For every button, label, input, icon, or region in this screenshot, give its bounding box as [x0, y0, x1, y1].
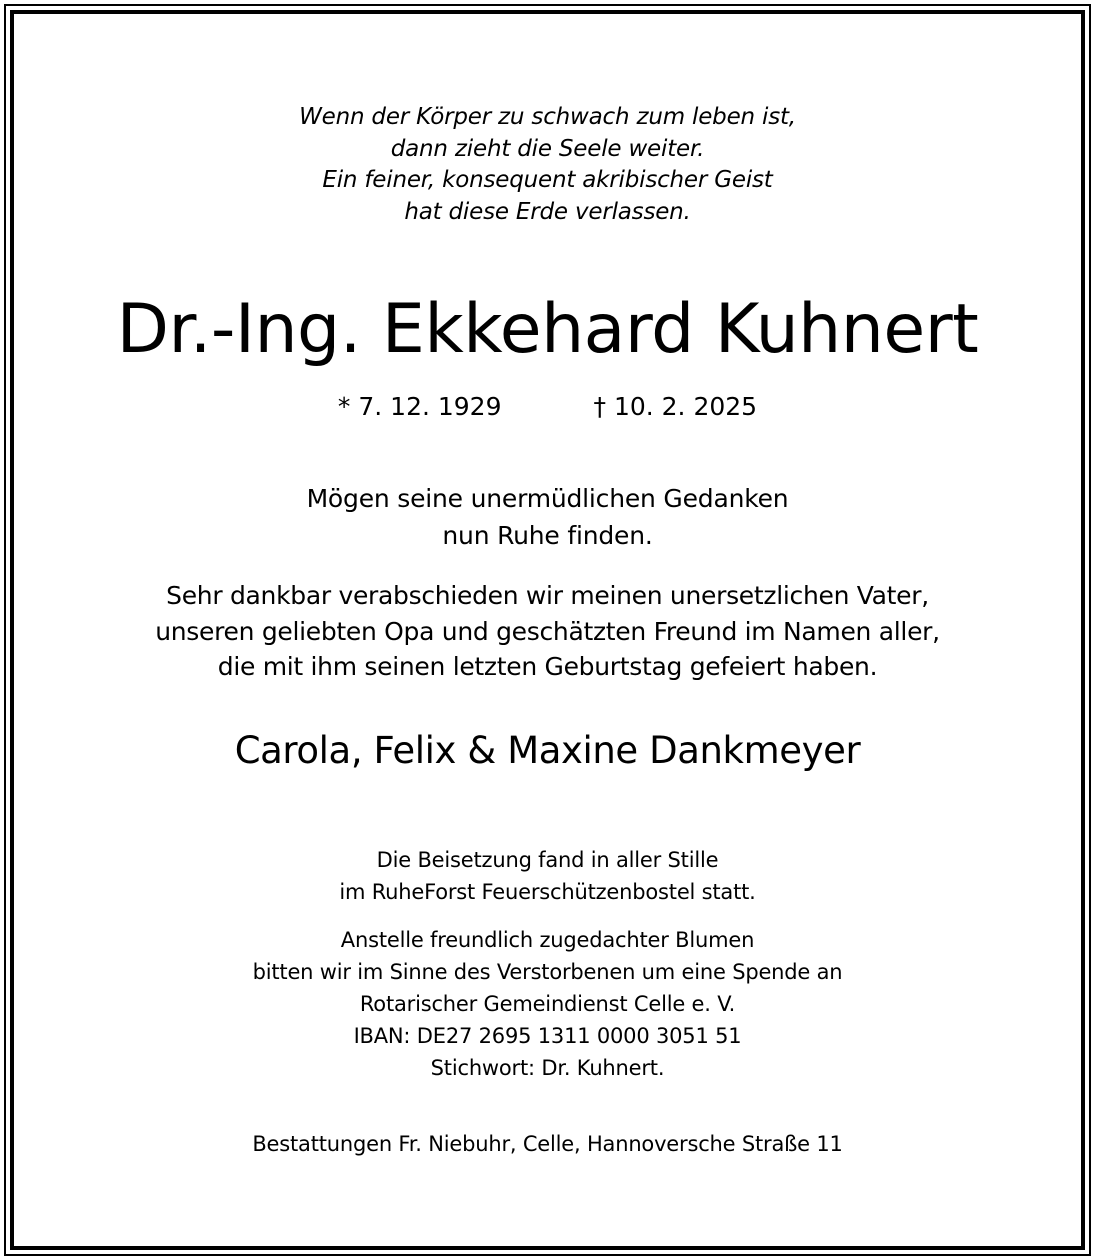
- motto-line: dann zieht die Seele weiter.: [390, 135, 705, 162]
- motto-line: hat diese Erde verlassen.: [404, 198, 691, 225]
- farewell-line: Sehr dankbar verabschieden wir meinen unersetzlichen Vater,: [166, 581, 929, 610]
- deceased-name: Dr.-Ing. Ekkehard Kuhnert: [116, 290, 979, 369]
- burial-notice: [14, 844, 1081, 908]
- burial-line: im RuheForst Feuerschützenbostel statt.: [339, 880, 756, 904]
- donation-iban: IBAN: DE27 2695 1311 0000 3051 51: [353, 1024, 742, 1048]
- farewell-line: die mit ihm seinen letzten Geburtstag gefeiert haben.: [217, 652, 878, 681]
- motto-verse: [14, 102, 1081, 228]
- thought-verse: [14, 480, 1081, 554]
- burial-line: Die Beisetzung fand in aller Stille: [376, 848, 719, 872]
- farewell-line: unseren geliebten Opa und geschätzten Freund im Namen aller,: [155, 616, 940, 646]
- death-date: † 10. 2. 2025: [593, 392, 758, 421]
- donation-request: [14, 924, 1081, 1084]
- farewell-text: [14, 578, 1081, 685]
- thought-line: nun Ruhe finden.: [442, 521, 653, 550]
- thought-line: Mögen seine unermüdlichen Gedanken: [306, 484, 789, 513]
- donation-line: bitten wir im Sinne des Verstorbenen um eine Spende an: [252, 960, 843, 984]
- donation-line: Anstelle freundlich zugedachter Blumen: [340, 928, 755, 952]
- mourners-names: Carola, Felix & Maxine Dankmeyer: [234, 729, 861, 772]
- birth-date: * 7. 12. 1929: [337, 392, 502, 421]
- life-dates: [14, 390, 1081, 424]
- funeral-home: Bestattungen Fr. Niebuhr, Celle, Hannoversche Straße 11: [252, 1132, 843, 1156]
- motto-line: Wenn der Körper zu schwach zum leben ist,: [299, 104, 796, 130]
- donation-keyword: Stichwort: Dr. Kuhnert.: [430, 1056, 665, 1080]
- donation-recipient: Rotarischer Gemeindienst Celle e. V.: [359, 992, 736, 1016]
- motto-line: Ein feiner, konsequent akribischer Geist: [322, 167, 773, 193]
